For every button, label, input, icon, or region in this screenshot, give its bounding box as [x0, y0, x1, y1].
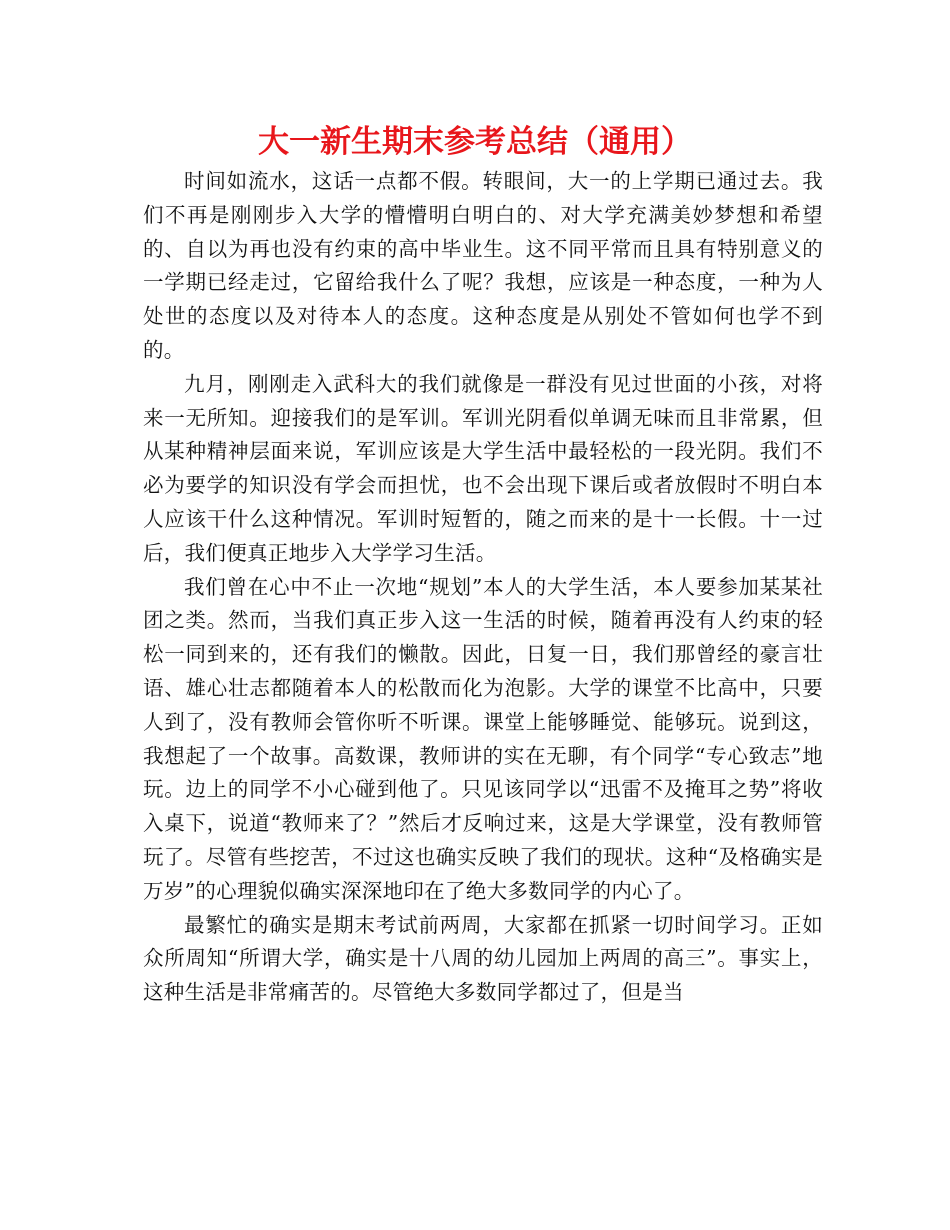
- document-body: [143, 165, 823, 1010]
- paragraph-1: 时间如流水，这话一点都不假。转眼间，大一的上学期已通过去。我们不再是刚刚步入大学的懵懵明白明白的、对大学充满美妙梦想和希望的、自以为再也没有约束的高中毕业生。这不同平常而且具有特别意义的一学期已经走过，它留给我什么了呢？我想，应该是一种态度，一种为人处世的态度以及对待本人的态度。这种态度是从别处不管如何也学不到的。: [143, 169, 823, 362]
- document-title: 大一新生期末参考总结（通用）: [258, 124, 692, 160]
- paragraph-2: 九月，刚刚走入武科大的我们就像是一群没有见过世面的小孩，对将来一无所知。迎接我们的是军训。军训光阴看似单调无味而且非常累，但从某种精神层面来说，军训应该是大学生活中最轻松的一段光阴。我们不必为要学的知识没有学会而担忧，也不会出现下课后或者放假时不明白本人应该干什么这种情况。军训时短暂的，随之而来的是十一长假。十一过后，我们便真正地步入大学学习生活。: [143, 371, 823, 565]
- paragraph-4: 最繁忙的确实是期末考试前两周，大家都在抓紧一切时间学习。正如众所周知“所谓大学，确实是十八周的幼儿园加上两周的高三”。事实上，这种生活是非常痛苦的。尽管绝大多数同学都过了，但是当: [143, 912, 823, 1005]
- paragraph-3: 我们曾在心中不止一次地“规划”本人的大学生活，本人要参加某某社团之类。然而，当我们真正步入这一生活的时候，随着再没有人约束的轻松一同到来的，还有我们的懒散。因此，日复一日，我们那曾经的豪言壮语、雄心壮志都随着本人的松散而化为泡影。大学的课堂不比高中，只要人到了，没有教师会管你听不听课。课堂上能够睡觉、能够玩。说到这，我想起了一个故事。高数课，教师讲的实在无聊，有个同学“专心致志”地玩。边上的同学不小心碰到他了。只见该同学以“迅雷不及掩耳之势”将收入桌下，说道“教师来了？”然后才反响过来，这是大学课堂，没有教师管玩了。尽管有些挖苦，不过这也确实反映了我们的现状。这种“及格确实是万岁”的心理貌似确实深深地印在了绝大多数同学的内心了。: [143, 574, 823, 903]
